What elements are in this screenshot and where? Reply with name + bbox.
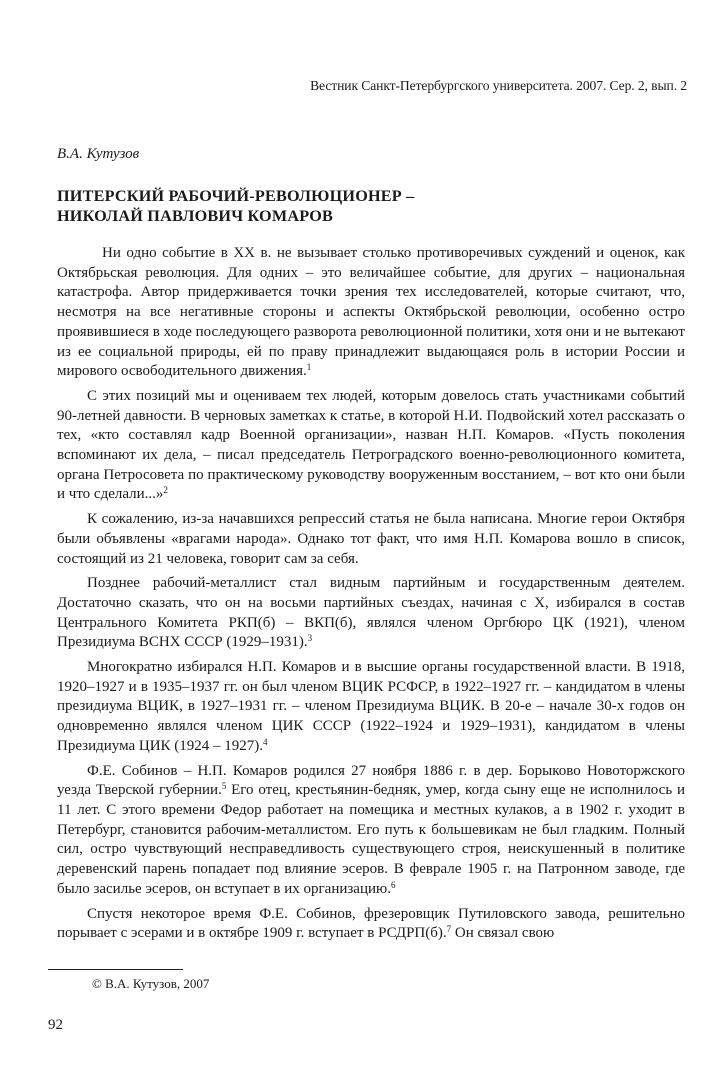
footnote-ref: 4 (263, 736, 268, 747)
footnote-ref: 2 (163, 485, 168, 496)
footnote-ref: 1 (306, 362, 312, 373)
footnote-divider (48, 969, 183, 970)
paragraph-text: Спустя некоторое время Ф.Е. Собинов, фрезеровщик Путиловского завода, решительно порывает с эсерами и в октябре 1909 г. вступает в РСДРП(б). (57, 905, 685, 942)
paragraph-1 (57, 244, 685, 382)
title-line-1: ПИТЕРСКИЙ РАБОЧИЙ-РЕВОЛЮЦИОНЕР – (57, 187, 415, 205)
paragraph-3 (57, 510, 685, 569)
journal-running-header: Вестник Санкт-Петербургского университета. 2007. Сер. 2, вып. 2 (310, 78, 687, 93)
article-body (57, 244, 685, 949)
paragraph-7 (57, 905, 685, 944)
footnote-ref: 3 (307, 633, 313, 644)
paragraph-text: Многократно избирался Н.П. Комаров и в высшие органы государственной власти. В 1918, 1920–1927 и в 1935–1937 гг. он был членом ВЦИК РСФСР, в 1922–1927 гг. – кандидатом в члены президиума ВЦИК, в 1927–1931 гг. – членом Президиума ВЦИК. В 20-е – начале 30-х годов он одновременно являлся членом ЦИК СССР (1922–1924 и 1929–1931), кандидатом в члены Президиума ЦИК (1924 – 1927). (57, 659, 685, 754)
paragraph-text: Ни одно событие в XX в. не вызывает столько противоречивых суждений и оценок, как Октябрьская революция. Для одних – это величайшее событие, для других – национальная катастрофа. Автор придерживается точки зрения тех исследователей, которые считают, что, несмотря на все негативные стороны и аспекты Октябрьской революции, особенно остро проявившиеся в ходе последующего разворота революционной политики, хотя они и не вытекают из ее социальной природы, ей по праву принадлежит выдающаяся роль в истории России и мирового освободительного движения. (57, 245, 685, 380)
copyright-notice: © В.А. Кутузов, 2007 (92, 976, 210, 991)
paragraph-2 (57, 387, 685, 505)
page-number: 92 (48, 1017, 63, 1033)
paragraph-text-cont: Он связал свою (451, 925, 555, 942)
article-title (57, 186, 617, 226)
paragraph-4 (57, 574, 685, 653)
paragraph-text-cont: Его отец, крестьянин-бедняк, умер, когда сыну еще не исполнилось и 11 лет. С этого времени Федор работает на помещика и местных кулаков, а в 1902 г. уходит в Петербург, становится рабочим-металлистом. Его путь к большевикам не был гладким. Полный сил, остро чувствующий несправедливость существующего строя, неискушенный в политике деревенский парень попадает под влияние эсеров. В феврале 1905 г. на Патронном заводе, где было засилье эсеров, он вступает в их организацию. (57, 782, 685, 897)
footnote-ref: 5 (221, 781, 227, 792)
footnote-ref: 7 (446, 924, 452, 935)
paragraph-text: С этих позиций мы и оцениваем тех людей, которым довелось стать участниками событий 90-летней давности. В черновых заметках к статье, в которой Н.И. Подвойский хотел рассказать о тех, «кто составлял кадр Военной организации», назван Н.П. Комаров. «Пусть поколения вспоминают их дела, – писал председатель Петроградского военно-революционного комитета, органа Петросовета по практическому руководству вооруженным восстанием, – вот кто они были и что сделали...» (57, 387, 685, 503)
title-line-2: НИКОЛАЙ ПАВЛОВИЧ КОМАРОВ (57, 207, 333, 225)
paragraph-5 (57, 658, 685, 757)
paragraph-text: К сожалению, из-за начавшихся репрессий статья не была написана. Многие герои Октября были объявлены «врагами народа». Однако тот факт, что имя Н.П. Комарова вошло в список, состоящий из 21 человека, говорит сам за себя. (57, 511, 685, 567)
article-author: В.А. Кутузов (57, 146, 140, 162)
footnote-ref: 6 (390, 879, 396, 890)
paragraph-text: Ф.Е. Собинов – Н.П. Комаров родился 27 ноября 1886 г. в дер. Борыково Новоторжского уезда Тверской губернии. (57, 762, 685, 799)
paragraph-text: Позднее рабочий-металлист стал видным партийным и государственным деятелем. Достаточно сказать, что он на восьми партийных съездах, начиная с X, избирался в состав Центрального Комитета РКП(б) – ВКП(б), являлся членом Оргбюро ЦК (1921), членом Президиума ВСНХ СССР (1929–1931). (57, 575, 685, 651)
paragraph-6 (57, 762, 685, 900)
